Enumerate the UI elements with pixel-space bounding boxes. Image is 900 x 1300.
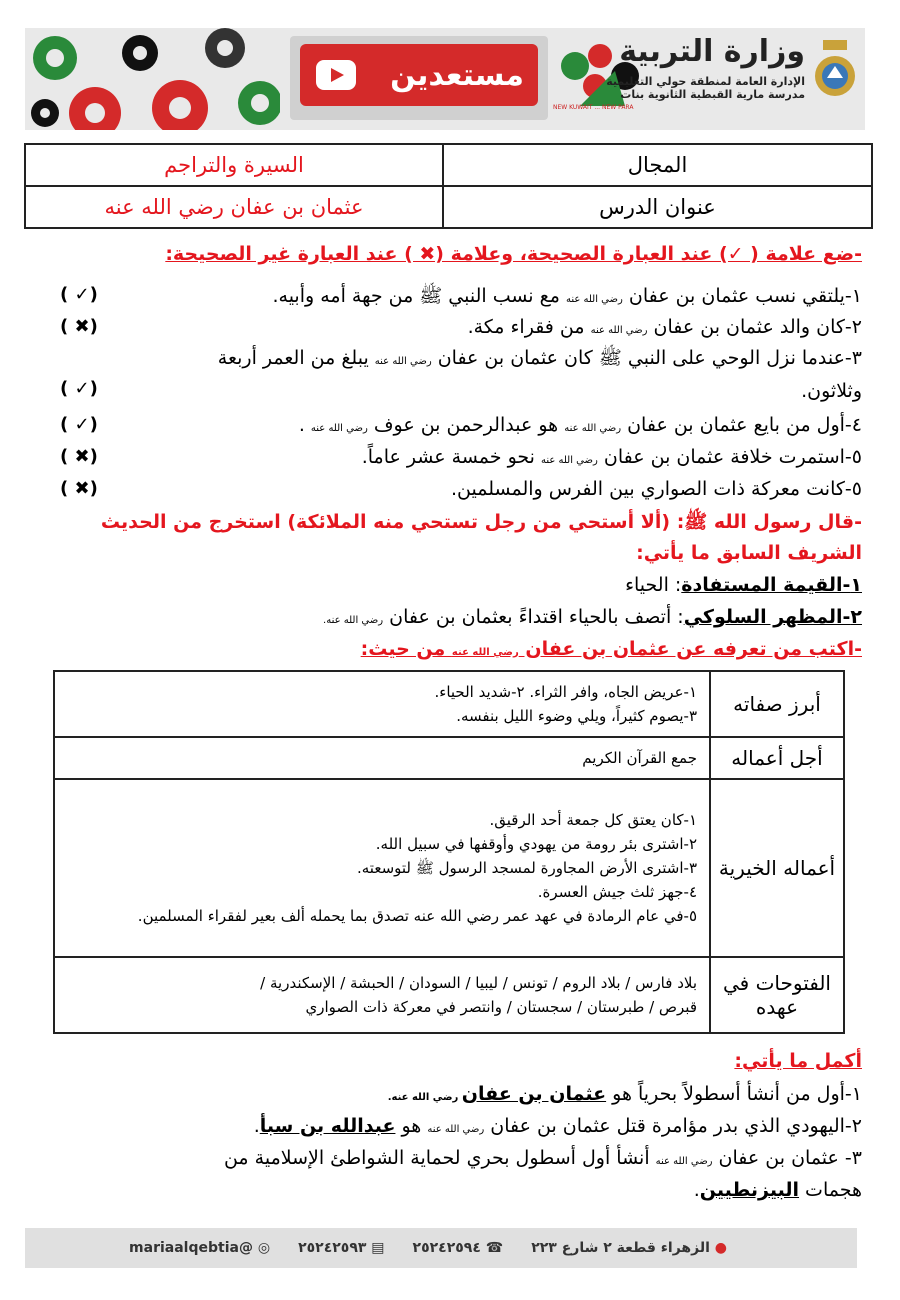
fax-icon: ▤ [371,1240,385,1256]
mustaeddin-banner [290,36,548,120]
answer-mark-5: ( ✖) [60,446,98,467]
table-row [25,186,872,228]
field-value: السيرة والتراجم [25,144,443,186]
row-content: بلاد فارس / بلاد الروم / تونس / ليبيا / السودان / الحبشة / الإسكندرية / قبرص / طبرستان / سجستان / وانتصر في معركة ذات الصواري [54,957,710,1033]
answer-mark-2: ( ✖) [60,316,98,337]
play-icon [316,60,356,90]
row-label: أبرز صفاته [710,671,844,737]
section4-title: أكمل ما يأتي: [734,1050,862,1072]
location-pin-icon: ● [714,1240,727,1256]
header-banner [25,28,865,130]
school-name: مدرسة مارية القبطية الثانوية بنات [620,88,805,101]
row-content: ١-كان يعتق كل جمعة أحد الرقيق. ٢-اشترى بئر رومة من يهودي وأوقفها في سبيل الله. ٣-اشترى الأرض المجاورة لمسجد الرسول ﷺ لتوسعته. ٤-جهز ثلث جيش العسرة. ٥-في عام الرمادة في عهد عمر رضي الله عنه تصدق بما يحمله ألف بعير لفقراء المسلمين. [54,779,710,957]
address-item: ● الزهراء قطعة ٢ شارع ٢٢٣ [531,1240,727,1256]
district-name: الإدارة العامة لمنطقة حولي التعليمية [606,75,805,88]
complete-1: ١-أول من أنشأ أسطولاً بحرياً هو عثمان بن عفان رضي الله عنه. [387,1083,862,1105]
answer-mark-6: ( ✖) [60,478,98,499]
fax-item: ▤ ٢٥٢٤٢٥٩٣ [298,1240,385,1256]
lesson-info-table [24,143,873,229]
lesson-value: عثمان بن عفان رضي الله عنه [25,186,443,228]
behavior-answer: ٢-المظهر السلوكي: أتصف بالحياء اقتداءً بعثمان بن عفان رضي الله عنه. [323,606,862,628]
ministry-name: وزارة التربية [619,34,805,69]
statement-3-cont: وثلاثون. [801,380,862,402]
statement-2: ٢-كان والد عثمان بن عفان رضي الله عنه من فقراء مكة. [467,316,862,338]
complete-3: ٣- عثمان بن عفان رضي الله عنه أنشأ أول أسطول بحري لحماية الشواطئ الإسلامية من [223,1147,862,1169]
table-row [54,671,844,737]
answer-mark-3: ( ✓) [60,378,98,399]
gears-illustration [25,28,280,130]
complete-3-cont: هجمات البيزنطيين. [693,1179,862,1201]
banner-button [300,44,538,106]
ministry-block [606,34,805,101]
table-row [54,957,844,1033]
complete-2: ٢-اليهودي الذي بدر مؤامرة قتل عثمان بن عفان رضي الله عنه هو عبدالله بن سبأ. [253,1115,862,1137]
table-row [54,737,844,779]
answer-mark-1: ( ✓) [60,284,98,305]
value-answer: ١-القيمة المستفادة: الحياء [625,574,862,596]
kuwait-emblem-icon [813,38,857,116]
phone-icon: ☎ [485,1240,504,1256]
statement-4: ٤-أول من بايع عثمان بن عفان رضي الله عنه هو عبدالرحمن بن عوف رضي الله عنه . [298,414,862,436]
row-label: أعماله الخيرية [710,779,844,957]
row-content: جمع القرآن الكريم [54,737,710,779]
row-label: أجل أعماله [710,737,844,779]
table-row [54,779,844,957]
instagram-item: ◎ @mariaalqebtia [129,1240,271,1256]
row-label: الفتوحات في عهده [710,957,844,1033]
lesson-label: عنوان الدرس [443,186,872,228]
statement-3: ٣-عندما نزل الوحي على النبي ﷺ كان عثمان بن عفان رضي الله عنه يبلغ من العمر أربعة [217,347,862,369]
statement-1: ١-يلتقي نسب عثمان بن عفان رضي الله عنه مع نسب النبي ﷺ من جهة أمه وأبيه. [272,285,862,307]
table-row [25,144,872,186]
instagram-icon: ◎ [257,1240,271,1256]
footer-contact-bar [25,1228,857,1268]
section2-title-cont: الشريف السابق ما يأتي: [636,542,862,564]
statement-5: ٥-استمرت خلافة عثمان بن عفان رضي الله عنه نحو خمسة عشر عاماً. [361,446,862,468]
banner-text: مستعدين [390,57,524,93]
row-content: ١-عريض الجاه، وافر الثراء. ٢-شديد الحياء. ٣-يصوم كثيراً، ويلي وضوء الليل بنفسه. [54,671,710,737]
uthman-facts-table [53,670,845,1034]
statement-6: ٥-كانت معركة ذات الصواري بين الفرس والمسلمين. [451,478,862,500]
section3-title: -اكتب من تعرفه عن عثمان بن عفان رضي الله عنه من حيث: [360,638,862,660]
field-label: المجال [443,144,872,186]
phone-item: ☎ ٢٥٢٤٢٥٩٤ [412,1240,504,1256]
kuwait-slogan: NEW KUWAIT ... NEW PARA [553,104,634,111]
section2-title: -قال رسول الله ﷺ: (ألا أستحي من رجل تستحي منه الملائكة) استخرج من الحديث [100,511,862,533]
section1-title: -ضع علامة ( ✓) عند العبارة الصحيحة، وعلامة (✖ ) عند العبارة غير الصحيحة: [165,243,862,265]
answer-mark-4: ( ✓) [60,414,98,435]
